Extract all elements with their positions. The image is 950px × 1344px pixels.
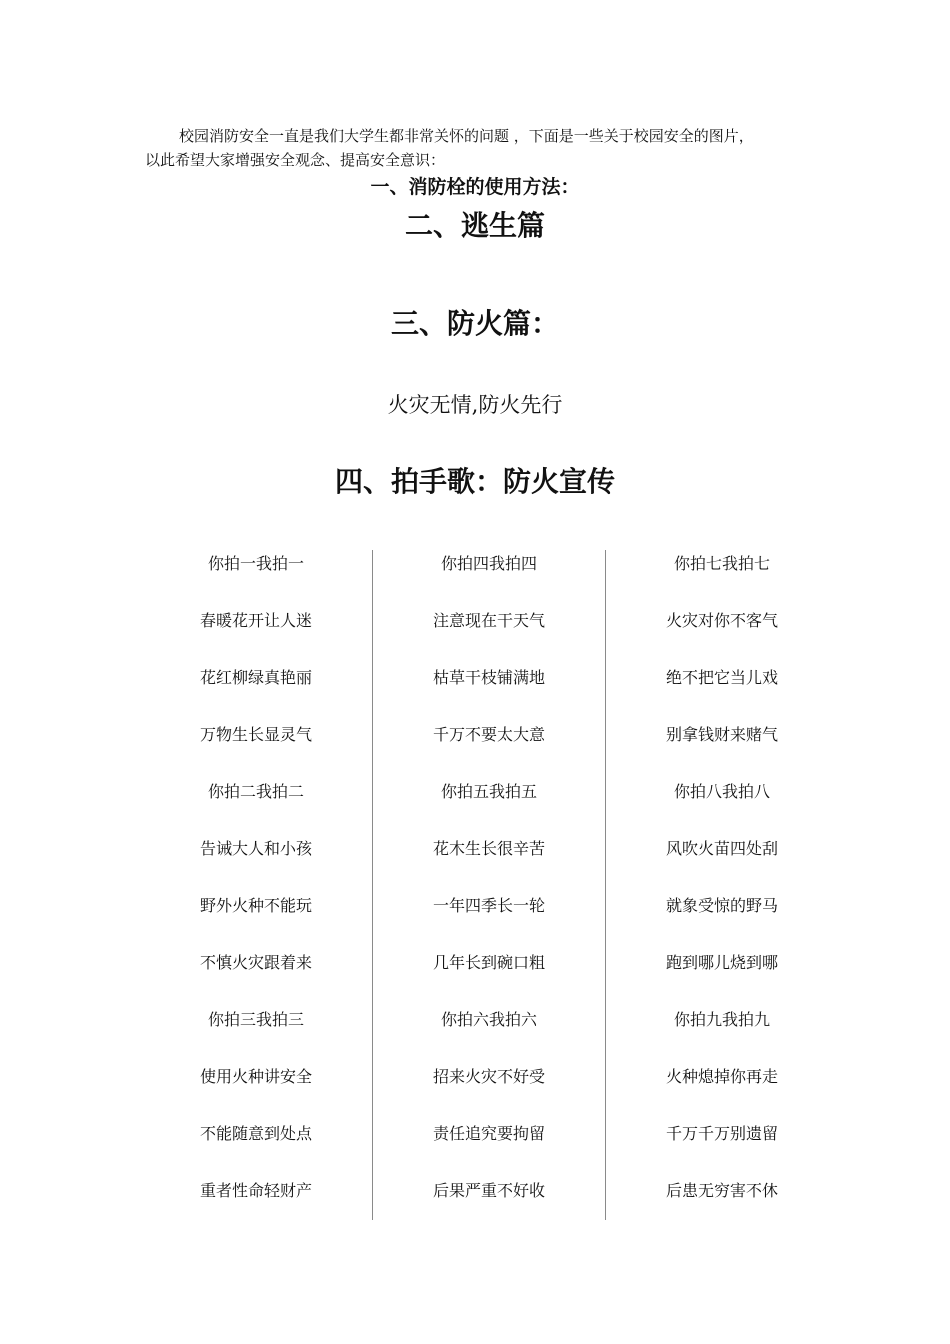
song-line: 注意现在干天气 (432, 611, 545, 630)
song-line: 花木生长很辛苦 (432, 839, 545, 858)
song-line: 责任追究要拘留 (432, 1124, 545, 1143)
song-line: 重者性命轻财产 (199, 1181, 312, 1200)
song-line: 几年长到碗口粗 (432, 953, 545, 972)
song-line: 你拍六我拍六 (440, 1010, 537, 1029)
song-line: 你拍三我拍三 (207, 1010, 304, 1029)
song-line: 你拍五我拍五 (440, 782, 537, 801)
heading-escape: 二、逃生篇 (404, 209, 545, 242)
heading-clapping-song: 四、拍手歌：防火宣传 (334, 465, 615, 498)
song-line: 你拍七我拍七 (673, 554, 770, 573)
song-line: 野外火种不能玩 (199, 896, 312, 915)
song-line: 招来火灾不好受 (432, 1067, 545, 1086)
song-line: 一年四季长一轮 (432, 896, 545, 915)
intro-line-1: 校园消防安全一直是我们大学生都非常关怀的问题 ，下面是一些关于校园安全的图片， (179, 127, 754, 145)
song-column-2 (372, 550, 605, 1220)
song-line: 你拍一我拍一 (207, 554, 304, 573)
song-line: 使用火种讲安全 (199, 1067, 312, 1086)
song-line: 万物生长显灵气 (199, 725, 312, 744)
song-line: 火种熄掉你再走 (665, 1067, 778, 1086)
song-line: 后果严重不好收 (432, 1181, 545, 1200)
song-line: 不能随意到处点 (199, 1124, 312, 1143)
intro-paragraph (145, 124, 835, 172)
song-line: 后患无穷害不休 (665, 1181, 778, 1200)
song-line: 你拍九我拍九 (673, 1010, 770, 1029)
clapping-song-table (140, 550, 838, 1220)
heading-fire-prevention: 三、防火篇： (390, 307, 559, 340)
intro-line-2: 以此希望大家增强安全观念、提高安全意识： (145, 151, 446, 169)
song-line: 不慎火灾跟着来 (199, 953, 312, 972)
song-line: 绝不把它当儿戏 (665, 668, 778, 687)
song-line: 就象受惊的野马 (665, 896, 778, 915)
song-line: 别拿钱财来赌气 (665, 725, 778, 744)
song-line: 千万不要太大意 (432, 725, 545, 744)
song-line: 告诫大人和小孩 (199, 839, 312, 858)
song-line: 火灾对你不客气 (665, 611, 778, 630)
song-line: 千万千万别遗留 (665, 1124, 778, 1143)
song-line: 花红柳绿真艳丽 (199, 668, 312, 687)
song-line: 枯草干枝铺满地 (432, 668, 545, 687)
song-column-3 (605, 550, 838, 1220)
song-line: 跑到哪儿烧到哪 (665, 953, 778, 972)
song-line: 风吹火苗四处刮 (665, 839, 778, 858)
heading-hydrant-usage: 一、消防栓的使用方法： (370, 176, 580, 198)
song-line: 你拍八我拍八 (673, 782, 770, 801)
song-line: 春暖花开让人迷 (199, 611, 312, 630)
song-line: 你拍二我拍二 (207, 782, 304, 801)
fire-slogan: 火灾无情,防火先行 (387, 393, 563, 417)
song-line: 你拍四我拍四 (440, 554, 537, 573)
song-column-1 (140, 550, 372, 1220)
